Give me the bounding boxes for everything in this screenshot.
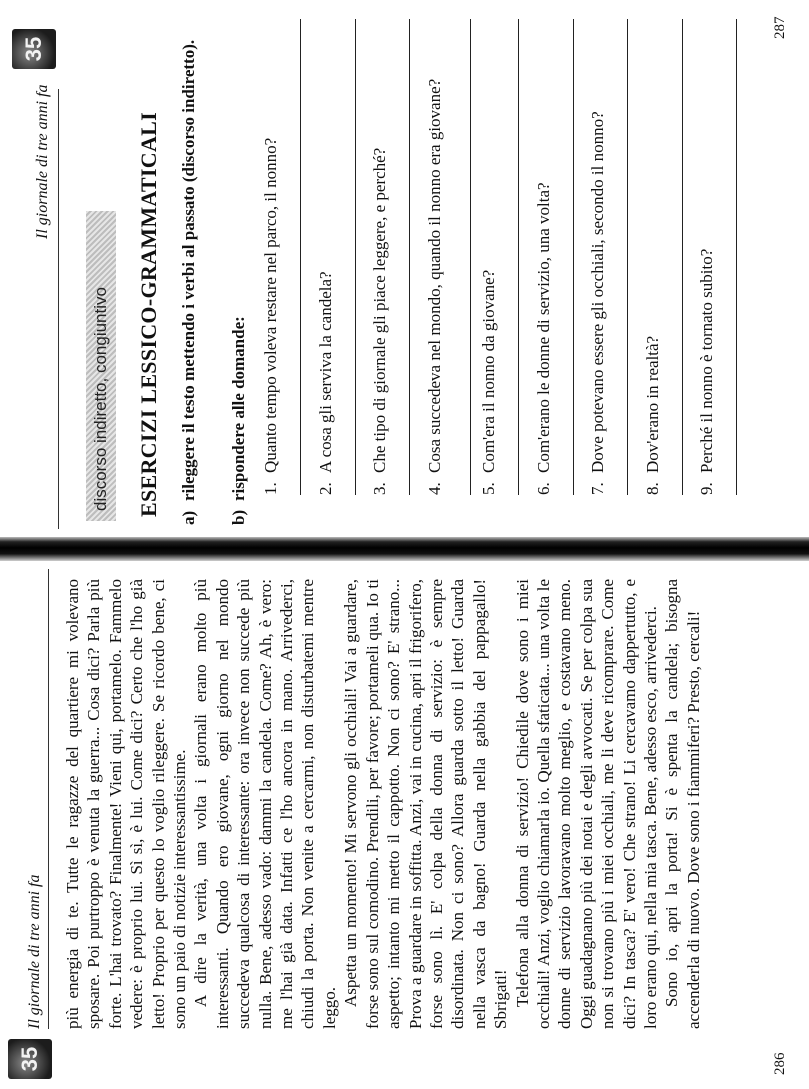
answer-line[interactable] <box>682 19 683 495</box>
question-7 <box>587 15 642 495</box>
answer-line[interactable] <box>573 19 574 495</box>
right-page <box>0 0 809 539</box>
answer-line[interactable] <box>736 19 737 495</box>
answer-line[interactable] <box>300 19 301 495</box>
question-9 <box>696 15 751 495</box>
instruction-a <box>178 15 199 525</box>
paragraph-1: più energia di te. Tutte le ragazze del quartiere mi volevano sposare. Poi purtroppo è venuta la guerra... Cosa dici? Parla più forte. L'hai trovato? Finalmente! Vieni qui, portamelo. Fammelo vedere: è proprio lui. Sì sì, è lui. Come dici? Certo che l'ho già letto! Proprio per questo lo voglio rileggere. Se ricordo bene, ci sono un paio di notizie interessantissime. <box>63 579 190 1029</box>
question-4 <box>424 15 479 495</box>
question-number: 4. <box>424 482 444 495</box>
paragraph-3: Aspetta un momento! Mi servono gli occhiali! Vai a guardare, forse sono sul comodino. Prendili, per favore; portameli qua. Io ti aspetto; intanto mi metto il cappotto. Non ci sono? E' strano... Prova a guardare in soffitta. Anzi, vai in cucina, apri il frigorifero, forse sono lì. E' colpa della donna di servizio: è sempre disordinata. Non ci sono? Allora guarda sotto il letto! Guarda nella vasca da bagno! Guarda nella gabbia del pappagallo! Sbrigati! <box>341 579 511 1029</box>
question-number: 9. <box>697 482 716 495</box>
answer-line[interactable] <box>470 19 471 495</box>
running-head-left: Il giornale di tre anni fa <box>26 874 43 1029</box>
page-number-right: 287 <box>772 16 788 39</box>
answer-line[interactable] <box>355 19 356 495</box>
question-text: Che tipo di giornale gli piace leggere, e perché? <box>370 147 389 473</box>
question-number: 1. <box>261 482 280 495</box>
question-number: 6. <box>533 482 553 495</box>
chapter-badge-right: 35 <box>12 29 56 69</box>
question-text: A cosa gli serviva la candela? <box>315 271 335 473</box>
paragraph-4: Telefona alla donna di servizio! Chiedile dove sono i miei occhiali! Anzi, voglio chiamarla io. Quella sfaticata... una volta le donne di servizio lavoravano molto meglio, e costavano meno. Oggi guadagnano più dei notai e degli avvocati. Se per colpa sua non si trovano più i miei occhiali, me li deve ricomprare. Come dici? In tasca? E' vero! Che strano! Li cercavamo dappertutto, e loro erano qui, nella mia tasca. Bene, adesso esco, arrivederci. <box>512 579 660 1029</box>
question-text: Com'era il nonno da giovane? <box>479 269 498 473</box>
header-rule-right <box>58 89 59 529</box>
answer-line[interactable] <box>627 19 628 495</box>
question-2 <box>315 15 370 495</box>
instruction-a-letter: a) <box>179 510 198 525</box>
question-number: 7. <box>588 482 607 495</box>
left-page <box>0 559 809 1089</box>
instruction-a-text: rileggere il testo mettendo i verbi al passato (discorso indiretto). <box>179 39 198 501</box>
question-number: 2. <box>315 482 335 495</box>
instruction-b-text: rispondere alle domande: <box>229 316 248 501</box>
left-page-body <box>62 579 704 1029</box>
section-title: ESERCIZI LESSICO-GRAMMATICALI <box>136 112 161 517</box>
question-6 <box>533 15 588 495</box>
book-gutter <box>0 537 809 561</box>
paragraph-5: Sono io, apri la porta! Si è spenta la candela; bisogna accenderla di nuovo. Dove sono i fiammiferi? Presto, cercali! <box>662 579 703 1029</box>
question-text: Dove potevano essere gli occhiali, secondo il nonno? <box>588 111 607 473</box>
question-number: 5. <box>479 482 498 495</box>
instruction-b <box>228 15 249 525</box>
question-1 <box>260 15 315 495</box>
question-number: 3. <box>370 482 389 495</box>
answer-line[interactable] <box>409 19 410 495</box>
question-8 <box>642 15 697 495</box>
paragraph-2: A dire la verità, una volta i giornali erano molto più interessanti. Quando ero giovane, ogni giorno nel mondo succedeva qualcosa di interessante: ora invece non succede più nulla. Bene, adesso vado: dammi la candela. Come? Ah, è vero: me l'hai già data. Infatti ce l'ho ancora in mano. Arrivederci, chiudi la porta. Non venite a cercarmi, non disturbatemi mentre leggo. <box>191 579 339 1029</box>
chapter-badge-left: 35 <box>8 1039 52 1079</box>
question-list <box>260 15 751 495</box>
question-5 <box>478 15 533 495</box>
question-text: Perché il nonno è tornato subito? <box>697 248 716 473</box>
header-rule-left <box>48 569 49 1029</box>
instruction-b-letter: b) <box>229 509 248 525</box>
answer-line[interactable] <box>518 19 519 495</box>
section-topic-band: discorso indiretto, congiuntivo <box>86 211 116 521</box>
question-3 <box>369 15 424 495</box>
question-number: 8. <box>642 482 662 495</box>
question-text: Quanto tempo voleva restare nel parco, il nonno? <box>261 137 280 473</box>
question-text: Com'erano le donne di servizio, una volta? <box>533 182 553 473</box>
question-text: Cosa succedeva nel mondo, quando il nonno era giovane? <box>424 78 444 473</box>
page-number-left: 286 <box>772 1052 788 1075</box>
question-text: Dov'erano in realtà? <box>642 335 662 473</box>
running-head-right: Il giornale di tre anni fa <box>34 84 51 239</box>
